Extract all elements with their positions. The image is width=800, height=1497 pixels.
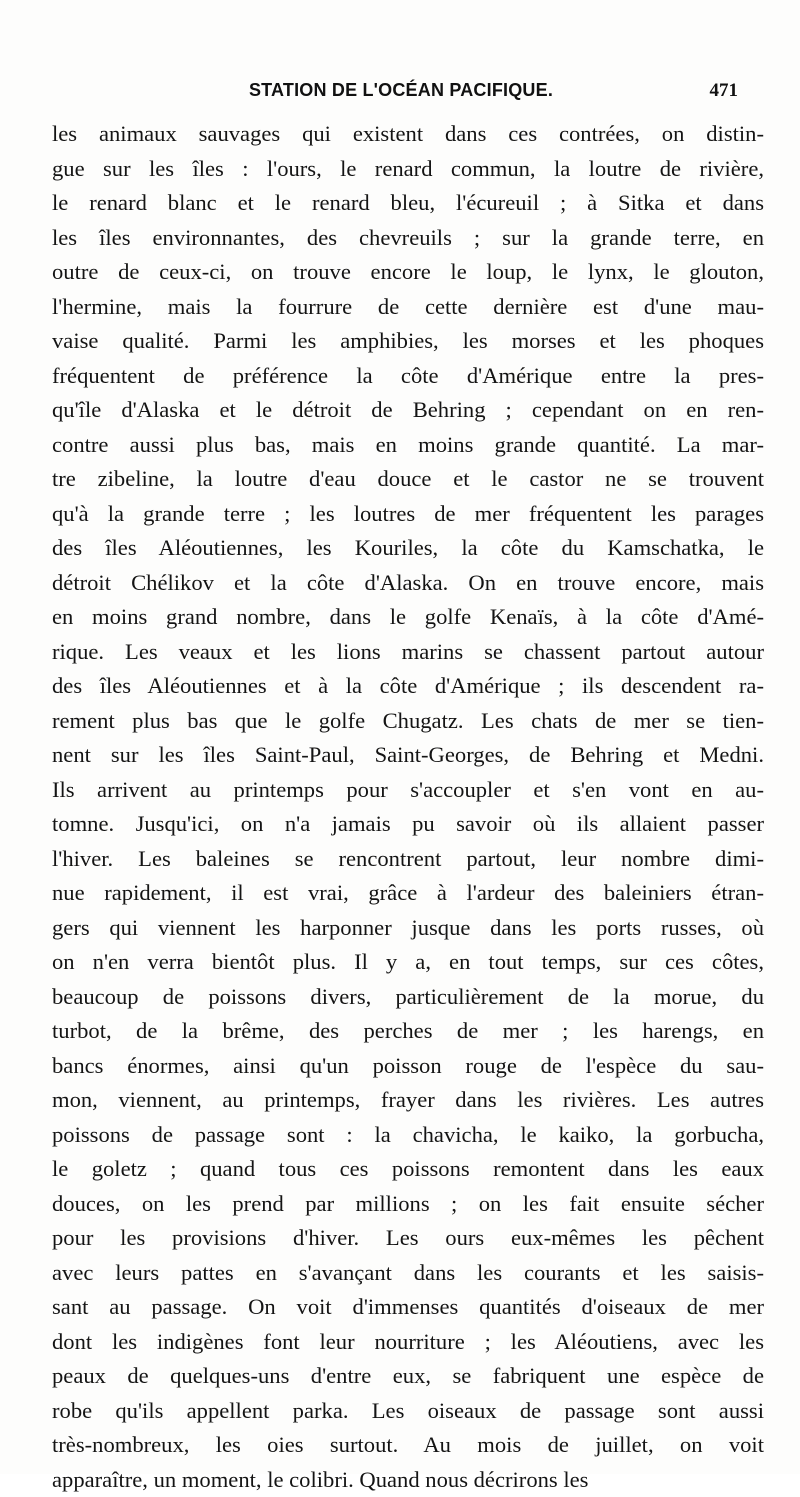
text-line: douces, on les prend par millions ; on les fait ensuite sécher — [52, 1187, 764, 1222]
text-line: gers qui viennent les harponner jusque dans les ports russes, où — [52, 911, 764, 946]
text-line: rement plus bas que le golfe Chugatz. Les chats de mer se tien- — [52, 704, 764, 739]
text-line: en moins grand nombre, dans le golfe Kenaïs, à la côte d'Amé- — [52, 600, 764, 635]
text-line: tomne. Jusqu'ici, on n'a jamais pu savoir où ils allaient passer — [52, 807, 764, 842]
text-line: nue rapidement, il est vrai, grâce à l'ardeur des baleiniers étran- — [52, 876, 764, 911]
running-title: STATION DE L'OCÉAN PACIFIQUE. — [56, 80, 746, 101]
page-header — [56, 80, 746, 110]
text-line: tre zibeline, la loutre d'eau douce et le castor ne se trouvent — [52, 462, 764, 497]
text-line: des îles Aléoutiennes, les Kouriles, la côte du Kamschatka, le — [52, 531, 764, 566]
text-line: très-nombreux, les oies surtout. Au mois de juillet, on voit — [52, 1428, 764, 1463]
text-line: contre aussi plus bas, mais en moins grande quantité. La mar- — [52, 428, 764, 463]
text-line: détroit Chélikov et la côte d'Alaska. On en trouve encore, mais — [52, 566, 764, 601]
text-line: poissons de passage sont : la chavicha, le kaiko, la gorbucha, — [52, 1118, 764, 1153]
text-line: l'hermine, mais la fourrure de cette dernière est d'une mau- — [52, 290, 764, 325]
text-line: apparaître, un moment, le colibri. Quand nous décrirons les — [52, 1463, 764, 1497]
text-line: nent sur les îles Saint-Paul, Saint-Georges, de Behring et Medni. — [52, 738, 764, 773]
page-number: 471 — [710, 80, 739, 102]
text-line: robe qu'ils appellent parka. Les oiseaux de passage sont aussi — [52, 1394, 764, 1429]
text-line: bancs énormes, ainsi qu'un poisson rouge de l'espèce du sau- — [52, 1049, 764, 1084]
text-line: le goletz ; quand tous ces poissons remontent dans les eaux — [52, 1152, 764, 1187]
text-line: qu'île d'Alaska et le détroit de Behring ; cependant on en ren- — [52, 393, 764, 428]
text-line: les îles environnantes, des chevreuils ; sur la grande terre, en — [52, 221, 764, 256]
text-line: rique. Les veaux et les lions marins se chassent partout autour — [52, 635, 764, 670]
text-line: Ils arrivent au printemps pour s'accoupler et s'en vont en au- — [52, 773, 764, 808]
text-line: on n'en verra bientôt plus. Il y a, en tout temps, sur ces côtes, — [52, 945, 764, 980]
text-line: des îles Aléoutiennes et à la côte d'Amérique ; ils descendent ra- — [52, 669, 764, 704]
text-line: beaucoup de poissons divers, particulièrement de la morue, du — [52, 980, 764, 1015]
text-line: l'hiver. Les baleines se rencontrent partout, leur nombre dimi- — [52, 842, 764, 877]
text-line: qu'à la grande terre ; les loutres de mer fréquentent les parages — [52, 497, 764, 532]
text-line: outre de ceux-ci, on trouve encore le loup, le lynx, le glouton, — [52, 255, 764, 290]
text-line: turbot, de la brême, des perches de mer ; les harengs, en — [52, 1014, 764, 1049]
text-line: peaux de quelques-uns d'entre eux, se fabriquent une espèce de — [52, 1359, 764, 1394]
text-line: vaise qualité. Parmi les amphibies, les morses et les phoques — [52, 324, 764, 359]
text-line: gue sur les îles : l'ours, le renard commun, la loutre de rivière, — [52, 152, 764, 187]
text-line: fréquentent de préférence la côte d'Amérique entre la pres- — [52, 359, 764, 394]
text-line: dont les indigènes font leur nourriture ; les Aléoutiens, avec les — [52, 1325, 764, 1360]
body-text — [52, 117, 764, 1497]
text-line: pour les provisions d'hiver. Les ours eux-mêmes les pêchent — [52, 1221, 764, 1256]
text-line: avec leurs pattes en s'avançant dans les courants et les saisis- — [52, 1256, 764, 1291]
text-line: les animaux sauvages qui existent dans ces contrées, on distin- — [52, 117, 764, 152]
text-line: le renard blanc et le renard bleu, l'écureuil ; à Sitka et dans — [52, 186, 764, 221]
text-line: sant au passage. On voit d'immenses quantités d'oiseaux de mer — [52, 1290, 764, 1325]
text-line: mon, viennent, au printemps, frayer dans les rivières. Les autres — [52, 1083, 764, 1118]
